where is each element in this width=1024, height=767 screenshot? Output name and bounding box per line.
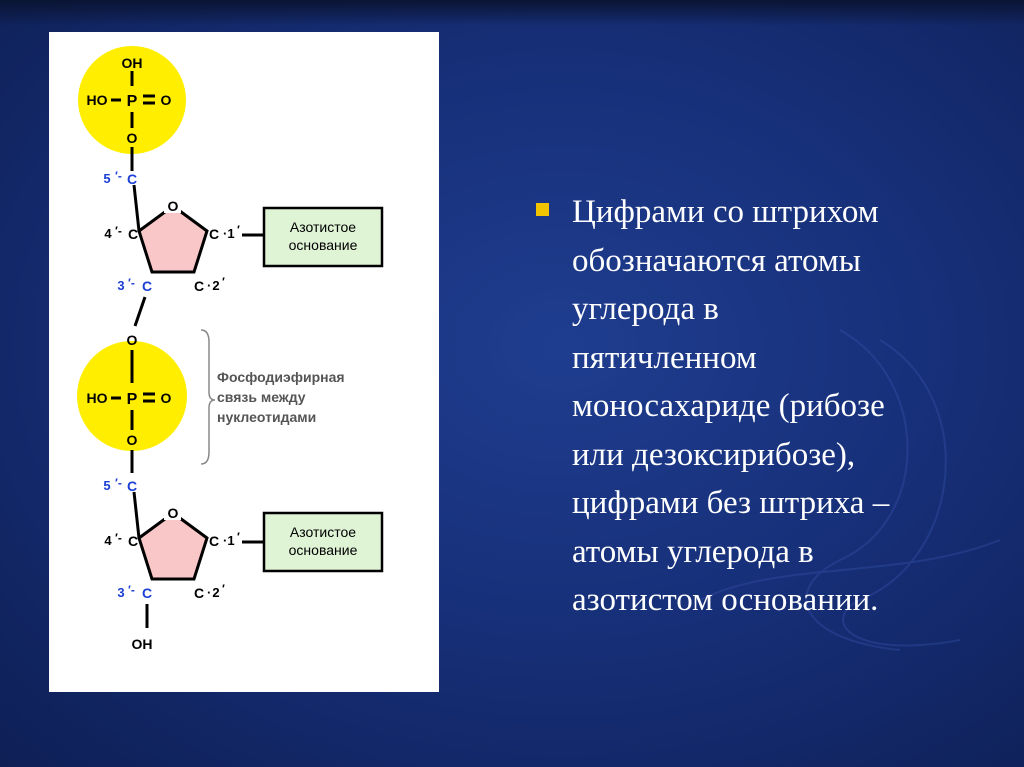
- sugar-1-c1: C: [208, 226, 220, 242]
- sugar-2-c2-number: 2: [212, 585, 220, 600]
- sugar-2-c1-number: 1: [227, 533, 235, 548]
- svg-text:′-: ′-: [128, 276, 135, 290]
- svg-text:′-: ′-: [115, 531, 122, 545]
- svg-text:·: ·: [207, 585, 212, 600]
- phosphate-2-o-bottom: O: [126, 432, 138, 448]
- svg-text:′-: ′-: [115, 224, 122, 238]
- bond-bracket: [201, 330, 215, 464]
- phosphate-1-ho-left: HO: [86, 92, 108, 108]
- svg-text:′: ′: [237, 223, 240, 237]
- nucleotide-diagram: [49, 32, 439, 692]
- sugar-2-c5-number: 5: [103, 478, 111, 493]
- phosphate-1-p: P: [126, 93, 138, 110]
- sugar-2-c5: C: [126, 478, 138, 494]
- bond-annotation-line2: связь между: [217, 389, 306, 405]
- svg-text:′: ′: [222, 275, 225, 289]
- phosphate-1-o-right: O: [160, 92, 172, 108]
- svg-text:′-: ′-: [115, 169, 122, 183]
- sugar-1-c5-number: 5: [103, 171, 111, 186]
- bullet-line-4: пятичленном: [572, 339, 757, 376]
- svg-text:·: ·: [207, 278, 212, 293]
- terminal-oh: OH: [131, 636, 153, 652]
- sugar-1-c1-number: 1: [227, 226, 235, 241]
- bullet-line-7: цифрами без штриха –: [572, 485, 890, 521]
- svg-text:′-: ′-: [115, 476, 122, 490]
- phosphate-2-o-top: O: [126, 332, 138, 348]
- base-1-line1: Азотистое: [289, 219, 357, 235]
- sugar-2-c1: C: [208, 533, 220, 549]
- bullet-marker: [536, 203, 549, 216]
- sugar-2-c4-number: 4: [104, 533, 112, 548]
- sugar-1-c5: C: [126, 171, 138, 187]
- bullet-line-9: азотистом основании.: [572, 582, 879, 618]
- phosphate-1-oh-top: OH: [121, 55, 143, 71]
- phosphate-2-p: P: [126, 391, 138, 408]
- bullet-line-3: углерода в: [572, 291, 719, 327]
- bullet-line-1: Цифрами со штрихом: [572, 194, 879, 230]
- bullet-line-8: атомы углерода в: [572, 533, 814, 570]
- sugar-1-c2: C: [193, 278, 205, 294]
- bullet-paragraph: [572, 188, 992, 625]
- sugar-1-c3: C: [141, 278, 153, 294]
- svg-text:′: ′: [237, 530, 240, 544]
- bullet-line-6: или дезоксирибозе),: [572, 436, 856, 473]
- sugar-2-c3-number: 3: [117, 585, 125, 600]
- phosphate-2-ho-left: HO: [86, 390, 108, 406]
- bond-annotation-line1: Фосфодиэфирная: [217, 369, 345, 385]
- sugar-2-c2: C: [193, 585, 205, 601]
- sugar-1-ring: [139, 206, 207, 272]
- sugar-2-ring-o: O: [167, 505, 179, 521]
- phosphate-1-o-bottom: O: [126, 130, 138, 146]
- phosphate-2-o-right: O: [160, 390, 172, 406]
- sugar-1-c2-number: 2: [212, 278, 220, 293]
- sugar-1-ring-o: O: [167, 198, 179, 214]
- sugar-2-c4: C: [127, 533, 139, 549]
- svg-text:′: ′: [222, 582, 225, 596]
- nucleotide-structure-svg: [49, 32, 439, 692]
- base-1-line2: основание: [288, 237, 358, 253]
- bullet-line-5: моносахариде (рибозе: [572, 388, 885, 424]
- sugar-1-c4: C: [127, 226, 139, 242]
- sugar-1-c4-number: 4: [104, 226, 112, 241]
- sugar-2-ring: [139, 513, 207, 579]
- bullet-line-2: обозначаются атомы: [572, 242, 861, 279]
- bond-annotation-line3: нуклеотидами: [217, 409, 317, 425]
- svg-text:·: ·: [223, 533, 228, 548]
- svg-text:·: ·: [223, 226, 228, 241]
- base-2-line2: основание: [288, 542, 358, 558]
- svg-text:′-: ′-: [128, 583, 135, 597]
- sugar-2-c3: C: [141, 585, 153, 601]
- base-2-line1: Азотистое: [289, 524, 357, 540]
- sugar-1-c3-number: 3: [117, 278, 125, 293]
